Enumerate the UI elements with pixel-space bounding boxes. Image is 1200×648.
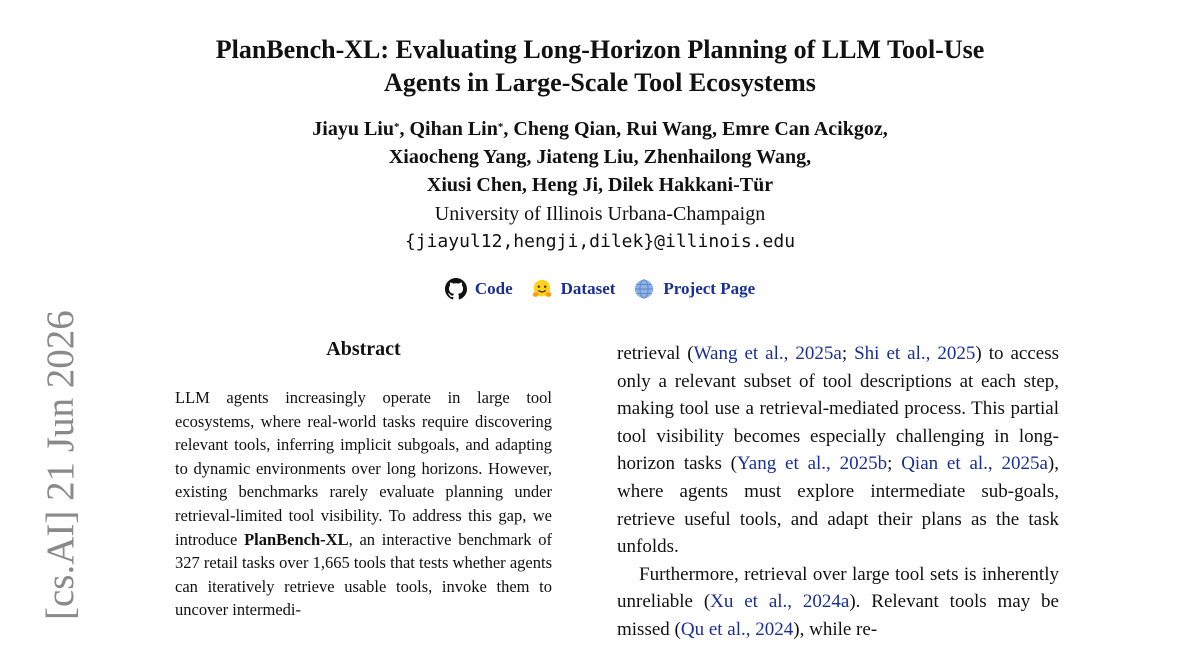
abstract-text-part: LLM agents increasingly operate in large tool ecosystems, where real-world tasks require discovering relevant tools, inferring implicit subgoals, and adapting to dynamic environments over long horizons. However, existing benchmarks rarely evaluate planning under retrieval-limited tool visibility. To address this gap, we introduce (175, 388, 552, 549)
benchmark-name: PlanBench-XL (244, 529, 349, 549)
author-line-1: Jiayu Liu*, Qihan Lin*, Cheng Qian, Rui Wang, Emre Can Acikgoz, (312, 118, 888, 140)
affiliation: University of Illinois Urbana-Champaign (434, 203, 766, 225)
paragraph (617, 340, 1059, 561)
citation-link[interactable]: Yang et al., 2025b (736, 453, 888, 475)
project-page-link[interactable] (633, 278, 755, 300)
text-run: retrieval ( (617, 343, 694, 364)
citation-link[interactable]: Qian et al., 2025a (901, 453, 1048, 475)
title-line-1: PlanBench-XL: Evaluating Long-Horizon Planning of LLM Tool-Use (215, 35, 985, 64)
text-run: ). Relevant tools may be missed ( (617, 591, 1059, 640)
hugging-face-icon (531, 278, 553, 300)
arxiv-watermark: [cs.AI] 21 Jun 2026 (39, 310, 82, 620)
dataset-link[interactable] (531, 278, 616, 300)
paragraph (617, 561, 1059, 644)
text-run: ), where agents must explore intermediate sub-goals, retrieve useful tools, and adapt their plans as the task unfolds. (617, 453, 1059, 558)
text-run: ), while re- (793, 618, 878, 640)
equal-contribution-mark: * (393, 121, 400, 133)
citation-link[interactable]: Xu et al., 2024a (710, 591, 850, 613)
project-page-link-label: Project Page (663, 279, 756, 298)
github-icon (445, 278, 467, 300)
abstract-heading: Abstract (326, 338, 401, 360)
globe-icon (633, 278, 655, 300)
abstract-text (175, 386, 552, 622)
author-line-2: Xiaocheng Yang, Jiateng Liu, Zhenhailong Wang, (388, 146, 812, 168)
text-run: ; (841, 343, 855, 364)
dataset-link-label: Dataset (560, 279, 616, 298)
author-line-3: Xiusi Chen, Heng Ji, Dilek Hakkani-Tür (426, 174, 774, 196)
text-run: ; (887, 453, 902, 475)
resource-links (0, 276, 1200, 302)
code-link-label: Code (474, 279, 513, 298)
citation-link[interactable]: Shi et al., 2025 (854, 343, 976, 364)
paper-title (0, 33, 1200, 99)
equal-contribution-mark: * (497, 121, 504, 133)
citation-link[interactable]: Wang et al., 2025a (693, 343, 842, 364)
text-run: Furthermore, retrieval over large tool sets is inherently unreliable ( (617, 563, 1059, 613)
title-line-2: Agents in Large-Scale Tool Ecosystems (384, 68, 816, 97)
citation-link[interactable]: Qu et al., 2024 (680, 618, 794, 640)
code-link[interactable] (445, 278, 513, 300)
author-name: Qihan Lin (409, 118, 498, 140)
author-list: , Cheng Qian, Rui Wang, Emre Can Acikgoz, (503, 118, 888, 140)
text-run: ) to access only a relevant subset of tool descriptions at each step, making tool use a retrieval-mediated process. This partial tool visibility becomes especially challenging in long-horizon tasks ( (617, 343, 1059, 475)
author-name: Jiayu Liu (312, 118, 394, 140)
abstract-text-part: , an interactive benchmark of 327 retail tasks over 1,665 tools that tests whether agents can iteratively retrieve usable tools, invoke them to uncover intermedi- (175, 529, 552, 620)
contact-email: {jiayul12,hengji,dilek}@illinois.edu (404, 231, 796, 252)
intro-column (617, 340, 1059, 644)
